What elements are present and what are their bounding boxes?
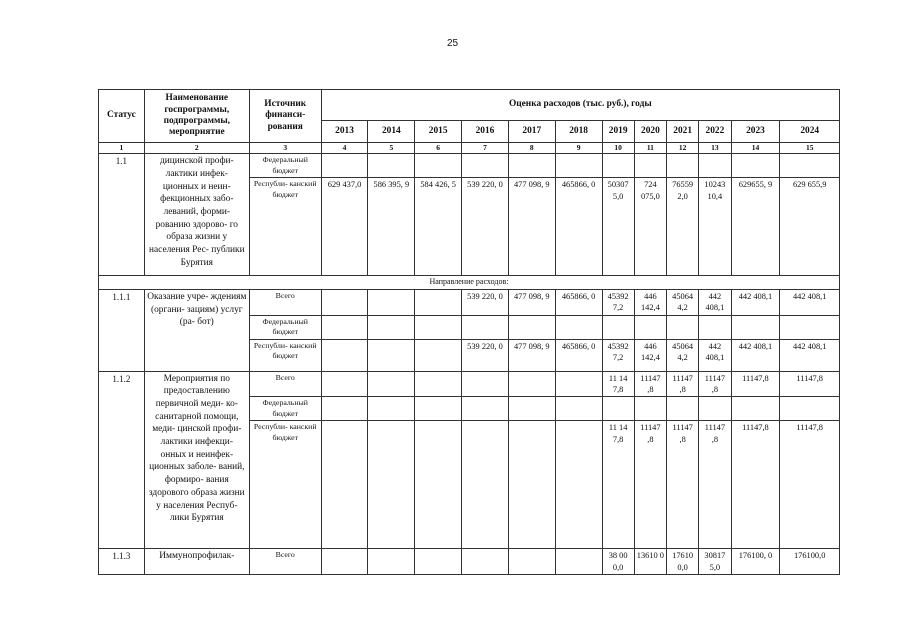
column-number: 15 [780, 143, 840, 154]
expense-value-cell: 45392 7,2 [602, 289, 634, 315]
year-header: 2018 [555, 121, 602, 143]
expense-value-cell [462, 371, 509, 397]
expense-value-cell [699, 397, 731, 421]
expense-value-cell: 11147,8 [731, 421, 780, 549]
expense-value-cell [555, 315, 602, 339]
expense-value-cell: 442 408,1 [780, 339, 840, 371]
expense-value-cell [634, 397, 666, 421]
expense-value-cell [555, 397, 602, 421]
funding-source-cell: Республи- канский бюджет [249, 178, 321, 276]
column-number: 12 [667, 143, 699, 154]
table-row [99, 371, 840, 397]
expense-value-cell: 11147 ,8 [699, 371, 731, 397]
expense-value-cell: 477 098, 9 [508, 339, 555, 371]
year-header: 2015 [415, 121, 462, 143]
year-header: 2013 [321, 121, 368, 143]
expense-value-cell: 629655, 9 [731, 178, 780, 276]
expense-value-cell [462, 154, 509, 178]
header-name: Наименование госпрограммы, подпрограммы, мероприятие [144, 90, 249, 143]
funding-source-cell: Всего [249, 371, 321, 397]
expense-value-cell: 629 437,0 [321, 178, 368, 276]
expense-value-cell: 11147,8 [780, 421, 840, 549]
expense-value-cell [368, 549, 415, 575]
expense-value-cell [699, 154, 731, 178]
expense-value-cell [368, 339, 415, 371]
column-number: 10 [602, 143, 634, 154]
expense-value-cell: 539 220, 0 [462, 339, 509, 371]
header-status: Статус [99, 90, 145, 143]
column-number: 7 [462, 143, 509, 154]
expense-value-cell: 38 00 0,0 [602, 549, 634, 575]
expense-value-cell [321, 339, 368, 371]
expense-value-cell [731, 397, 780, 421]
column-number: 2 [144, 143, 249, 154]
expense-value-cell [731, 154, 780, 178]
expense-value-cell: 10243 10,4 [699, 178, 731, 276]
program-name-cell: Оказание учре- ждениям (органи- зациям) услуг (ра- бот) [144, 289, 249, 371]
expense-value-cell [634, 154, 666, 178]
expense-value-cell [368, 421, 415, 549]
expense-value-cell [602, 154, 634, 178]
expense-value-cell: 176100, 0 [731, 549, 780, 575]
expense-value-cell [415, 397, 462, 421]
expense-value-cell [780, 397, 840, 421]
status-cell: 1.1.3 [99, 549, 145, 575]
program-name-cell: дицинской профи- лактики инфек- ционных и неин- фекционных забо- леваний, форми- рованию здорово- го образа жизни у населения Рес- публики Бурятия [144, 154, 249, 276]
expense-value-cell [508, 397, 555, 421]
expense-value-cell: 11147 ,8 [667, 421, 699, 549]
expense-value-cell [780, 315, 840, 339]
expense-value-cell: 45064 4,2 [667, 289, 699, 315]
expense-value-cell [699, 315, 731, 339]
expense-value-cell [667, 397, 699, 421]
column-number: 13 [699, 143, 731, 154]
table-row [99, 289, 840, 315]
expense-value-cell: 586 395, 9 [368, 178, 415, 276]
expense-value-cell [415, 315, 462, 339]
expense-value-cell: 446 142,4 [634, 289, 666, 315]
table-body [99, 154, 840, 575]
expense-value-cell [667, 154, 699, 178]
column-number: 14 [731, 143, 780, 154]
expense-value-cell [602, 315, 634, 339]
status-cell: 1.1.1 [99, 289, 145, 371]
expense-value-cell [508, 549, 555, 575]
expense-value-cell [321, 289, 368, 315]
expense-value-cell [415, 371, 462, 397]
expense-value-cell [321, 397, 368, 421]
year-header: 2024 [780, 121, 840, 143]
column-number: 11 [634, 143, 666, 154]
direction-row [99, 276, 840, 290]
expense-value-cell: 30817 5,0 [699, 549, 731, 575]
expense-value-cell: 50307 5,0 [602, 178, 634, 276]
expense-value-cell: 477 098, 9 [508, 289, 555, 315]
expense-value-cell: 11147,8 [780, 371, 840, 397]
expense-value-cell: 539 220, 0 [462, 289, 509, 315]
program-name-cell: Мероприятия по предоставлению первичной меди- ко-санитарной помощи, меди- цинской профи- лактики инфекци- онных и неинфек- ционных заболе- ваний, формиро- вания здорового образа жизни у населения Респуб- лики Бурятия [144, 371, 249, 549]
expense-value-cell: 442 408,1 [731, 289, 780, 315]
expense-value-cell [780, 154, 840, 178]
header-row-top [99, 90, 840, 121]
column-number: 9 [555, 143, 602, 154]
expense-value-cell [368, 371, 415, 397]
expense-value-cell: 11 14 7,8 [602, 371, 634, 397]
expense-value-cell [667, 315, 699, 339]
expense-value-cell: 724 075,0 [634, 178, 666, 276]
year-header: 2023 [731, 121, 780, 143]
expense-value-cell [555, 421, 602, 549]
expense-value-cell: 11147 ,8 [634, 421, 666, 549]
expense-value-cell: 11 14 7,8 [602, 421, 634, 549]
expense-value-cell: 176100,0 [780, 549, 840, 575]
page-number: 25 [446, 38, 459, 49]
year-header: 2017 [508, 121, 555, 143]
column-number: 5 [368, 143, 415, 154]
column-number: 1 [99, 143, 145, 154]
expense-value-cell: 11147 ,8 [634, 371, 666, 397]
year-header: 2021 [667, 121, 699, 143]
expense-value-cell [415, 421, 462, 549]
expense-value-cell [321, 371, 368, 397]
expense-value-cell [321, 315, 368, 339]
expense-value-cell [462, 549, 509, 575]
expense-value-cell: 442 408,1 [780, 289, 840, 315]
direction-label: Направление расходов: [99, 276, 840, 290]
program-name-cell: Иммунопрофилак- [144, 549, 249, 575]
expense-value-cell [321, 549, 368, 575]
expense-value-cell: 11147,8 [731, 371, 780, 397]
funding-source-cell: Республи- канский бюджет [249, 339, 321, 371]
expense-value-cell [415, 549, 462, 575]
expense-value-cell [555, 549, 602, 575]
year-header: 2020 [634, 121, 666, 143]
expense-value-cell [508, 421, 555, 549]
funding-source-cell: Федеральный бюджет [249, 154, 321, 178]
expense-value-cell [462, 315, 509, 339]
expense-value-cell [634, 315, 666, 339]
column-number: 3 [249, 143, 321, 154]
expense-value-cell: 11147 ,8 [699, 421, 731, 549]
expense-value-cell: 45392 7,2 [602, 339, 634, 371]
expense-value-cell [368, 315, 415, 339]
expense-value-cell: 477 098, 9 [508, 178, 555, 276]
expense-value-cell: 584 426, 5 [415, 178, 462, 276]
status-cell: 1.1.2 [99, 371, 145, 549]
expense-value-cell: 442 408,1 [699, 339, 731, 371]
expense-value-cell [602, 397, 634, 421]
year-header: 2022 [699, 121, 731, 143]
funding-source-cell: Республи- канский бюджет [249, 421, 321, 549]
column-number-row [99, 143, 840, 154]
expense-value-cell: 539 220, 0 [462, 178, 509, 276]
expense-value-cell [508, 371, 555, 397]
column-number: 6 [415, 143, 462, 154]
expense-value-cell: 442 408,1 [699, 289, 731, 315]
expense-value-cell [321, 154, 368, 178]
expense-value-cell: 17610 0,0 [667, 549, 699, 575]
funding-source-cell: Всего [249, 289, 321, 315]
year-header: 2014 [368, 121, 415, 143]
funding-source-cell: Федеральный бюджет [249, 397, 321, 421]
expense-value-cell [368, 289, 415, 315]
expense-value-cell [555, 154, 602, 178]
expense-value-cell [462, 421, 509, 549]
expense-value-cell [462, 397, 509, 421]
expense-value-cell: 13610 0 [634, 549, 666, 575]
expense-value-cell [731, 315, 780, 339]
expense-value-cell [368, 397, 415, 421]
year-header: 2016 [462, 121, 509, 143]
expense-value-cell: 465866, 0 [555, 289, 602, 315]
budget-table [98, 89, 840, 575]
expense-value-cell [415, 339, 462, 371]
header-source: Источник финанси- рования [249, 90, 321, 143]
year-header: 2019 [602, 121, 634, 143]
expense-value-cell: 45064 4,2 [667, 339, 699, 371]
expense-value-cell: 11147 ,8 [667, 371, 699, 397]
expense-value-cell [555, 371, 602, 397]
expense-value-cell: 629 655,9 [780, 178, 840, 276]
expense-value-cell [368, 154, 415, 178]
column-number: 8 [508, 143, 555, 154]
status-cell: 1.1 [99, 154, 145, 276]
expense-value-cell: 465866, 0 [555, 178, 602, 276]
header-costs: Оценка расходов (тыс. руб.), годы [321, 90, 839, 121]
expense-value-cell: 465866, 0 [555, 339, 602, 371]
expense-value-cell [415, 289, 462, 315]
funding-source-cell: Всего [249, 549, 321, 575]
table-row [99, 549, 840, 575]
expense-value-cell [508, 315, 555, 339]
expense-value-cell [415, 154, 462, 178]
expense-value-cell [321, 421, 368, 549]
column-number: 4 [321, 143, 368, 154]
expense-value-cell: 442 408,1 [731, 339, 780, 371]
funding-source-cell: Федеральный бюджет [249, 315, 321, 339]
table-row [99, 154, 840, 178]
expense-value-cell: 76559 2,0 [667, 178, 699, 276]
expense-value-cell [508, 154, 555, 178]
expense-value-cell: 446 142,4 [634, 339, 666, 371]
